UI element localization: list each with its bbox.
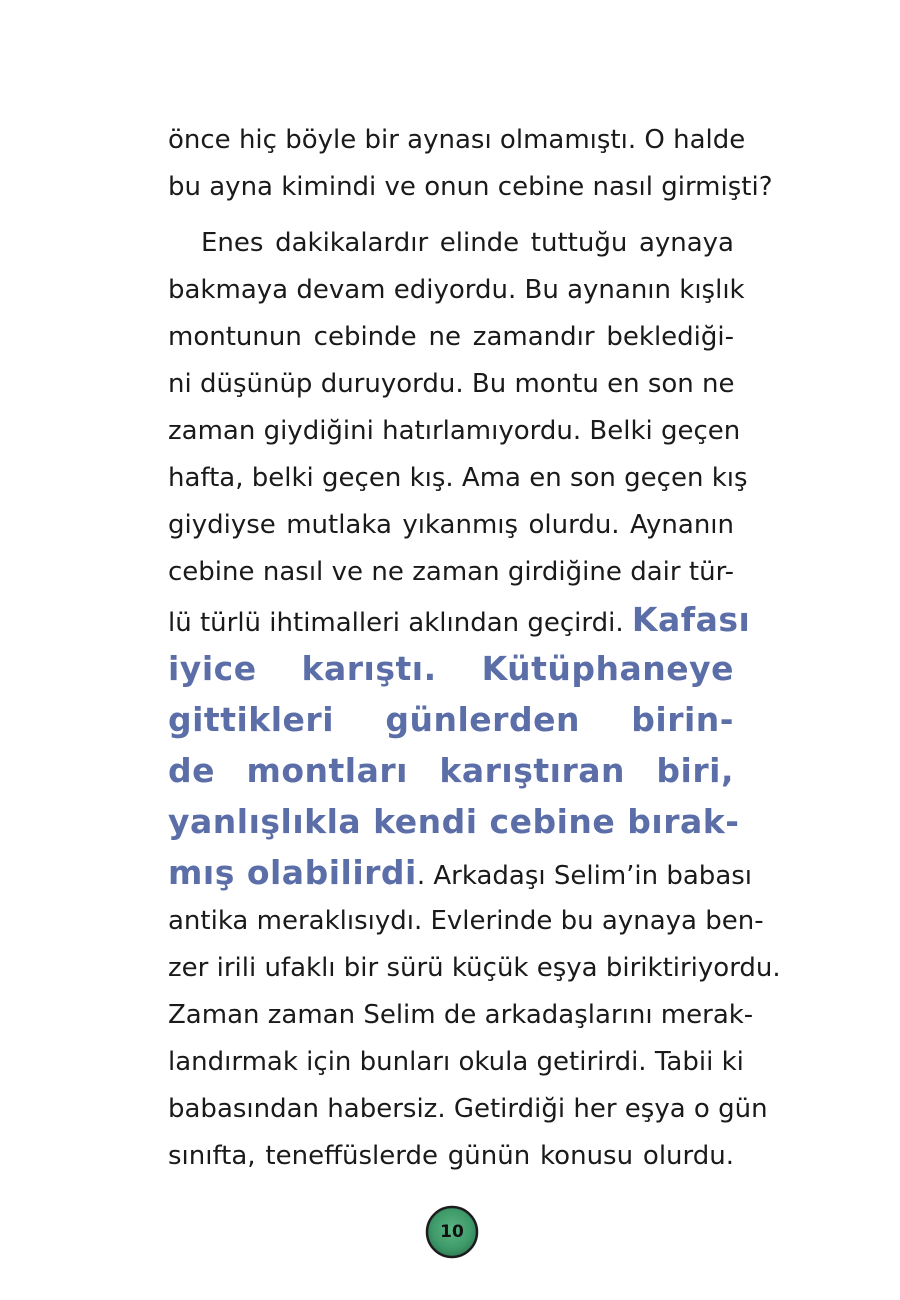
highlighted-line (168, 847, 753, 898)
highlighted-line (168, 796, 740, 847)
text-line: zer irili ufaklı bir sürü küçük eşya biriktiriyordu. (168, 953, 781, 983)
highlighted-text: mış olabilirdi (168, 853, 417, 892)
text-segment: lü türlü ihtimalleri aklından geçirdi. (168, 608, 624, 638)
text-line: Zaman zaman Selim de arkadaşlarını merak- (168, 1000, 754, 1030)
text-segment: . Arkadaşı Selim’in babası (416, 861, 753, 891)
highlighted-text: iyice karıştı. Kütüphaneye (168, 649, 734, 688)
text-line: montunun cebinde ne zamandır beklediği- (168, 322, 734, 352)
highlighted-line (168, 643, 734, 694)
highlighted-text: yanlışlıkla kendi cebine bırak- (168, 802, 740, 841)
text-line: bakmaya devam ediyordu. Bu aynanın kışlık (168, 275, 745, 305)
text-line: önce hiç böyle bir aynası olmamıştı. O halde (168, 125, 746, 155)
text-line: Enes dakikalardır elinde tuttuğu aynaya (201, 228, 734, 258)
text-line: landırmak için bunları okula getirirdi. Tabii ki (168, 1047, 744, 1077)
page-number: 10 (440, 1222, 464, 1242)
page-number-badge (424, 1204, 480, 1260)
text-line: hafta, belki geçen kış. Ama en son geçen kış (168, 463, 748, 493)
highlighted-text: gittikleri günlerden birin- (168, 700, 734, 739)
highlighted-text: de montları karıştıran biri, (168, 751, 734, 790)
highlighted-line (168, 694, 734, 745)
page-text (168, 117, 781, 1180)
text-line: cebine nasıl ve ne zaman girdiğine dair tür- (168, 557, 734, 587)
text-line: zaman giydiğini hatırlamıyordu. Belki geçen (168, 416, 741, 446)
text-line: sınıfta, teneffüslerde günün konusu olurdu. (168, 1141, 734, 1171)
text-line (168, 596, 751, 643)
highlighted-text: Kafası (631, 600, 751, 639)
highlighted-line (168, 745, 734, 796)
text-line: ni düşünüp duruyordu. Bu montu en son ne (168, 369, 735, 399)
text-line: babasından habersiz. Getirdiği her eşya o gün (168, 1094, 768, 1124)
text-line: antika meraklısıydı. Evlerinde bu aynaya ben- (168, 906, 764, 936)
text-line: giydiyse mutlaka yıkanmış olurdu. Aynanın (168, 510, 734, 540)
text-line: bu ayna kimindi ve onun cebine nasıl girmişti? (168, 172, 773, 202)
